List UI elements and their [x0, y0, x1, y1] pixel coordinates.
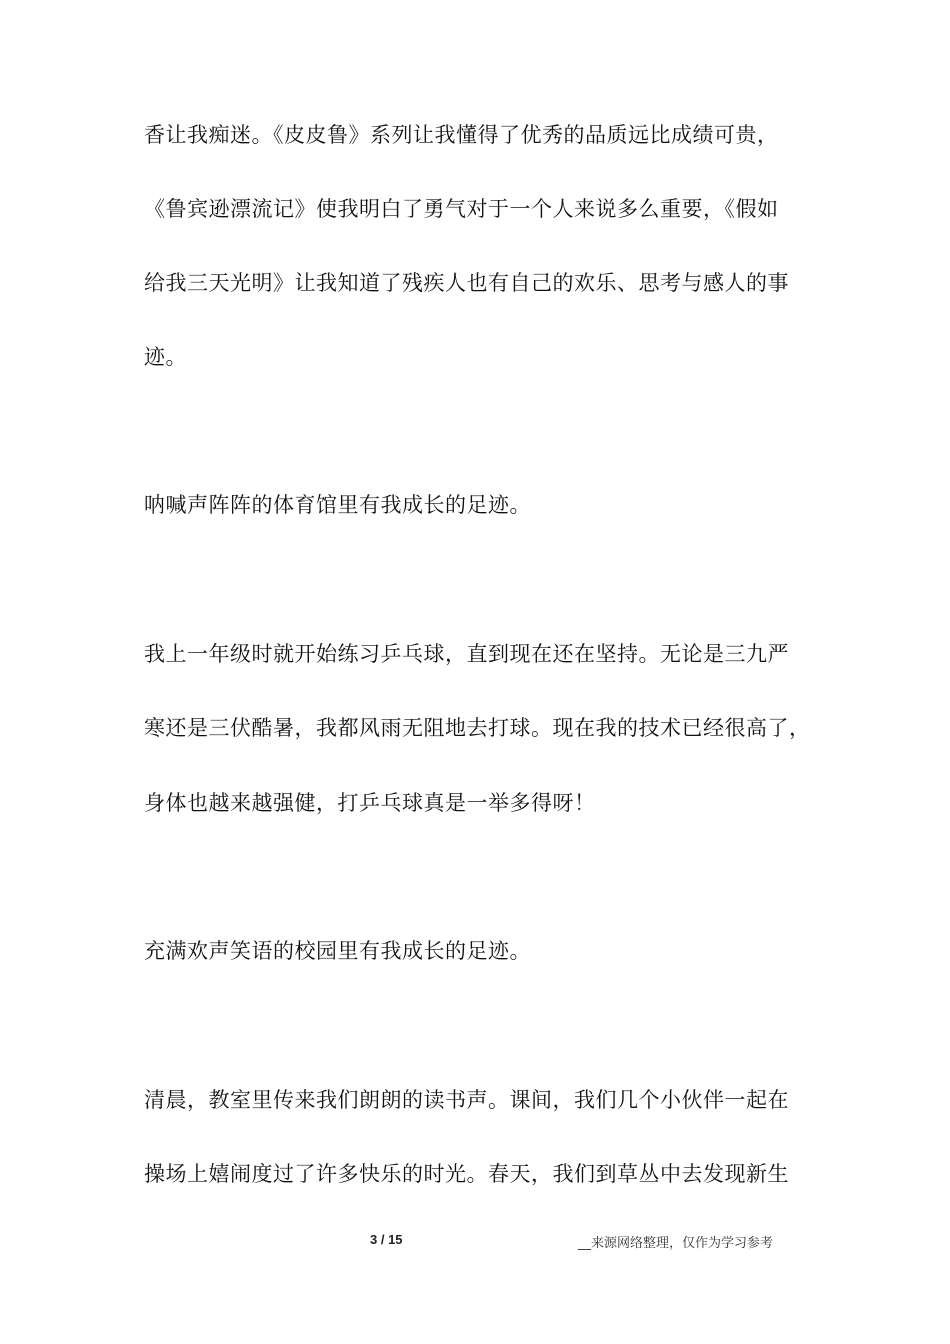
page-number: 3 / 15 [370, 1232, 403, 1247]
paragraph-line: 清晨，教室里传来我们朗朗的读书声。课间，我们几个小伙伴一起在 [144, 1088, 789, 1112]
paragraph-line: 呐喊声阵阵的体育馆里有我成长的足迹。 [144, 493, 531, 517]
paragraph-line: 迹。 [144, 345, 187, 369]
paragraph-line: 香让我痴迷。《皮皮鲁》系列让我懂得了优秀的品质远比成绩可贵， [144, 123, 779, 147]
paragraph-line: 操场上嬉闹度过了许多快乐的时光。春天，我们到草丛中去发现新生 [144, 1162, 789, 1186]
footer-note: __来源网络整理，仅作为学习参考 [578, 1236, 774, 1251]
paragraph-line: 充满欢声笑语的校园里有我成长的足迹。 [144, 939, 531, 963]
paragraph-line: 我上一年级时就开始练习乒乓球，直到现在还在坚持。无论是三九严 [144, 642, 789, 666]
paragraph-line: 《鲁宾逊漂流记》使我明白了勇气对于一个人来说多么重要，《假如 [144, 197, 779, 221]
paragraph-line: 身体也越来越强健，打乒乓球真是一举多得呀！ [144, 791, 596, 815]
paragraph-line: 寒还是三伏酷暑，我都风雨无阻地去打球。现在我的技术已经很高了， [144, 716, 811, 740]
paragraph-line: 给我三天光明》让我知道了残疾人也有自己的欢乐、思考与感人的事 [144, 271, 789, 295]
